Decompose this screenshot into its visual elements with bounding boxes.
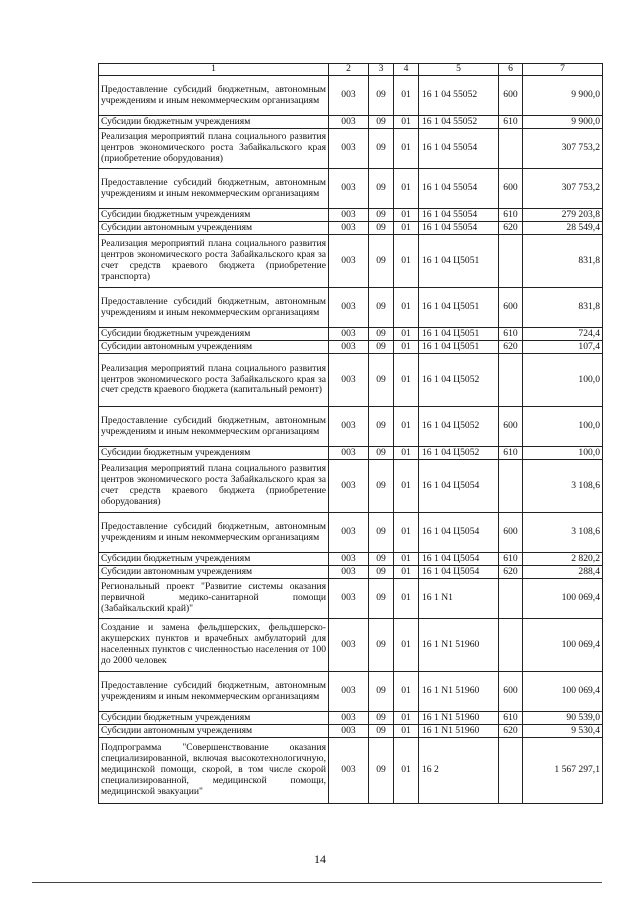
target-article-cell: 16 1 04 55054 bbox=[419, 169, 499, 209]
row-name-cell: Предоставление субсидий бюджетным, автономным учреждениям и иным некоммерческим организациям bbox=[99, 672, 329, 712]
section-cell: 09 bbox=[369, 129, 394, 169]
amount-cell: 100,0 bbox=[523, 407, 603, 447]
row-name-cell: Реализация мероприятий плана социального развития центров экономического роста Забайкальского края за счет средств краевого бюджета (приобретение оборудования) bbox=[99, 460, 329, 513]
table-row bbox=[99, 328, 603, 341]
subsection-cell: 01 bbox=[394, 341, 419, 354]
target-article-cell: 16 1 04 Ц5051 bbox=[419, 235, 499, 288]
table-row bbox=[99, 354, 603, 407]
table-row bbox=[99, 76, 603, 116]
table-row bbox=[99, 553, 603, 566]
amount-cell: 107,4 bbox=[523, 341, 603, 354]
expense-type-cell: 600 bbox=[499, 169, 523, 209]
code-cell: 003 bbox=[329, 209, 369, 222]
row-name-cell: Предоставление субсидий бюджетным, автономным учреждениям и иным некоммерческим организациям bbox=[99, 288, 329, 328]
column-header: 5 bbox=[419, 64, 499, 76]
row-name-cell: Субсидии бюджетным учреждениям bbox=[99, 209, 329, 222]
code-cell: 003 bbox=[329, 553, 369, 566]
subsection-cell: 01 bbox=[394, 553, 419, 566]
subsection-cell: 01 bbox=[394, 116, 419, 129]
table-row bbox=[99, 738, 603, 804]
amount-cell: 724,4 bbox=[523, 328, 603, 341]
expense-type-cell: 610 bbox=[499, 328, 523, 341]
target-article-cell: 16 1 04 Ц5054 bbox=[419, 566, 499, 579]
expense-type-cell: 620 bbox=[499, 566, 523, 579]
expense-type-cell bbox=[499, 235, 523, 288]
expense-type-cell: 600 bbox=[499, 672, 523, 712]
code-cell: 003 bbox=[329, 116, 369, 129]
amount-cell: 9 530,4 bbox=[523, 725, 603, 738]
subsection-cell: 01 bbox=[394, 328, 419, 341]
expense-type-cell bbox=[499, 619, 523, 672]
section-cell: 09 bbox=[369, 566, 394, 579]
code-cell: 003 bbox=[329, 712, 369, 725]
table-row bbox=[99, 672, 603, 712]
table-row bbox=[99, 222, 603, 235]
code-cell: 003 bbox=[329, 579, 369, 619]
section-cell: 09 bbox=[369, 712, 394, 725]
row-name-cell: Субсидии бюджетным учреждениям bbox=[99, 712, 329, 725]
target-article-cell: 16 1 N1 bbox=[419, 579, 499, 619]
amount-cell: 831,8 bbox=[523, 235, 603, 288]
row-name-cell: Региональный проект "Развитие системы оказания первичной медико-санитарной помощи (Забайкальский край)" bbox=[99, 579, 329, 619]
section-cell: 09 bbox=[369, 235, 394, 288]
row-name-cell: Субсидии автономным учреждениям bbox=[99, 566, 329, 579]
expense-type-cell: 620 bbox=[499, 222, 523, 235]
target-article-cell: 16 1 04 Ц5052 bbox=[419, 407, 499, 447]
code-cell: 003 bbox=[329, 738, 369, 804]
amount-cell: 100,0 bbox=[523, 354, 603, 407]
column-header: 3 bbox=[369, 64, 394, 76]
amount-cell: 288,4 bbox=[523, 566, 603, 579]
subsection-cell: 01 bbox=[394, 76, 419, 116]
subsection-cell: 01 bbox=[394, 738, 419, 804]
table-row bbox=[99, 288, 603, 328]
code-cell: 003 bbox=[329, 566, 369, 579]
row-name-cell: Реализация мероприятий плана социального развития центров экономического роста Забайкальского края за счет средств краевого бюджета (капитальный ремонт) bbox=[99, 354, 329, 407]
column-header: 2 bbox=[329, 64, 369, 76]
table-row bbox=[99, 209, 603, 222]
code-cell: 003 bbox=[329, 288, 369, 328]
section-cell: 09 bbox=[369, 553, 394, 566]
section-cell: 09 bbox=[369, 672, 394, 712]
section-cell: 09 bbox=[369, 328, 394, 341]
expense-type-cell: 600 bbox=[499, 288, 523, 328]
target-article-cell: 16 1 N1 51960 bbox=[419, 712, 499, 725]
amount-cell: 279 203,8 bbox=[523, 209, 603, 222]
subsection-cell: 01 bbox=[394, 129, 419, 169]
target-article-cell: 16 1 N1 51960 bbox=[419, 672, 499, 712]
column-header: 6 bbox=[499, 64, 523, 76]
row-name-cell: Предоставление субсидий бюджетным, автономным учреждениям и иным некоммерческим организациям bbox=[99, 513, 329, 553]
target-article-cell: 16 1 04 Ц5051 bbox=[419, 341, 499, 354]
expense-type-cell: 620 bbox=[499, 725, 523, 738]
amount-cell: 9 900,0 bbox=[523, 76, 603, 116]
amount-cell: 831,8 bbox=[523, 288, 603, 328]
amount-cell: 9 900,0 bbox=[523, 116, 603, 129]
table-row bbox=[99, 341, 603, 354]
code-cell: 003 bbox=[329, 169, 369, 209]
table-row bbox=[99, 116, 603, 129]
table-row bbox=[99, 460, 603, 513]
section-cell: 09 bbox=[369, 460, 394, 513]
table-row bbox=[99, 169, 603, 209]
page-number: 14 bbox=[314, 852, 326, 866]
code-cell: 003 bbox=[329, 460, 369, 513]
subsection-cell: 01 bbox=[394, 725, 419, 738]
expense-type-cell bbox=[499, 460, 523, 513]
code-cell: 003 bbox=[329, 725, 369, 738]
section-cell: 09 bbox=[369, 725, 394, 738]
row-name-cell: Субсидии бюджетным учреждениям bbox=[99, 553, 329, 566]
expense-type-cell bbox=[499, 738, 523, 804]
row-name-cell: Субсидии бюджетным учреждениям bbox=[99, 447, 329, 460]
row-name-cell: Реализация мероприятий плана социального развития центров экономического роста Забайкальского края (приобретение оборудования) bbox=[99, 129, 329, 169]
code-cell: 003 bbox=[329, 341, 369, 354]
target-article-cell: 16 1 04 55054 bbox=[419, 209, 499, 222]
section-cell: 09 bbox=[369, 169, 394, 209]
section-cell: 09 bbox=[369, 354, 394, 407]
table-row bbox=[99, 513, 603, 553]
target-article-cell: 16 1 04 55052 bbox=[419, 116, 499, 129]
target-article-cell: 16 1 04 Ц5051 bbox=[419, 288, 499, 328]
expense-type-cell: 620 bbox=[499, 341, 523, 354]
section-cell: 09 bbox=[369, 288, 394, 328]
table-row bbox=[99, 712, 603, 725]
code-cell: 003 bbox=[329, 672, 369, 712]
amount-cell: 100 069,4 bbox=[523, 672, 603, 712]
amount-cell: 3 108,6 bbox=[523, 513, 603, 553]
target-article-cell: 16 1 04 Ц5054 bbox=[419, 553, 499, 566]
row-name-cell: Субсидии бюджетным учреждениям bbox=[99, 116, 329, 129]
row-name-cell: Субсидии автономным учреждениям bbox=[99, 725, 329, 738]
code-cell: 003 bbox=[329, 619, 369, 672]
target-article-cell: 16 2 bbox=[419, 738, 499, 804]
code-cell: 003 bbox=[329, 328, 369, 341]
subsection-cell: 01 bbox=[394, 619, 419, 672]
expense-type-cell bbox=[499, 129, 523, 169]
subsection-cell: 01 bbox=[394, 513, 419, 553]
code-cell: 003 bbox=[329, 222, 369, 235]
subsection-cell: 01 bbox=[394, 712, 419, 725]
amount-cell: 100,0 bbox=[523, 447, 603, 460]
column-header: 1 bbox=[99, 64, 329, 76]
subsection-cell: 01 bbox=[394, 235, 419, 288]
code-cell: 003 bbox=[329, 407, 369, 447]
row-name-cell: Создание и замена фельдшерских, фельдшерско-акушерских пунктов и врачебных амбулаторий для населенных пунктов с численностью населения от 100 до 2000 человек bbox=[99, 619, 329, 672]
target-article-cell: 16 1 04 Ц5052 bbox=[419, 354, 499, 407]
amount-cell: 307 753,2 bbox=[523, 169, 603, 209]
code-cell: 003 bbox=[329, 447, 369, 460]
section-cell: 09 bbox=[369, 738, 394, 804]
amount-cell: 307 753,2 bbox=[523, 129, 603, 169]
column-header: 7 bbox=[523, 64, 603, 76]
subsection-cell: 01 bbox=[394, 460, 419, 513]
table-row bbox=[99, 447, 603, 460]
row-name-cell: Предоставление субсидий бюджетным, автономным учреждениям и иным некоммерческим организациям bbox=[99, 407, 329, 447]
target-article-cell: 16 1 04 Ц5054 bbox=[419, 513, 499, 553]
expense-type-cell: 600 bbox=[499, 513, 523, 553]
subsection-cell: 01 bbox=[394, 288, 419, 328]
target-article-cell: 16 1 04 Ц5054 bbox=[419, 460, 499, 513]
amount-cell: 100 069,4 bbox=[523, 579, 603, 619]
expense-type-cell: 600 bbox=[499, 407, 523, 447]
section-cell: 09 bbox=[369, 447, 394, 460]
target-article-cell: 16 1 04 55054 bbox=[419, 129, 499, 169]
amount-cell: 1 567 297,1 bbox=[523, 738, 603, 804]
row-name-cell: Предоставление субсидий бюджетным, автономным учреждениям и иным некоммерческим организациям bbox=[99, 76, 329, 116]
section-cell: 09 bbox=[369, 619, 394, 672]
expense-type-cell: 610 bbox=[499, 209, 523, 222]
subsection-cell: 01 bbox=[394, 354, 419, 407]
table-row bbox=[99, 579, 603, 619]
expense-type-cell: 610 bbox=[499, 712, 523, 725]
target-article-cell: 16 1 N1 51960 bbox=[419, 619, 499, 672]
row-name-cell: Предоставление субсидий бюджетным, автономным учреждениям и иным некоммерческим организациям bbox=[99, 169, 329, 209]
target-article-cell: 16 1 N1 51960 bbox=[419, 725, 499, 738]
section-cell: 09 bbox=[369, 209, 394, 222]
section-cell: 09 bbox=[369, 341, 394, 354]
section-cell: 09 bbox=[369, 579, 394, 619]
amount-cell: 100 069,4 bbox=[523, 619, 603, 672]
row-name-cell: Реализация мероприятий плана социального развития центров экономического роста Забайкальского края за счет средств краевого бюджета (приобретение транспорта) bbox=[99, 235, 329, 288]
amount-cell: 3 108,6 bbox=[523, 460, 603, 513]
target-article-cell: 16 1 04 55054 bbox=[419, 222, 499, 235]
table-row bbox=[99, 725, 603, 738]
target-article-cell: 16 1 04 55052 bbox=[419, 76, 499, 116]
code-cell: 003 bbox=[329, 354, 369, 407]
expense-type-cell bbox=[499, 354, 523, 407]
subsection-cell: 01 bbox=[394, 566, 419, 579]
table-row bbox=[99, 407, 603, 447]
expense-type-cell: 610 bbox=[499, 116, 523, 129]
subsection-cell: 01 bbox=[394, 407, 419, 447]
row-name-cell: Подпрограмма "Совершенствование оказания специализированной, включая высокотехнологичную, медицинской помощи, скорой, в том числе скорой специализированной, медицинской помощи, медицинской эвакуации" bbox=[99, 738, 329, 804]
subsection-cell: 01 bbox=[394, 447, 419, 460]
footer-rule bbox=[32, 882, 602, 883]
section-cell: 09 bbox=[369, 76, 394, 116]
table-row bbox=[99, 129, 603, 169]
row-name-cell: Субсидии бюджетным учреждениям bbox=[99, 328, 329, 341]
code-cell: 003 bbox=[329, 76, 369, 116]
expense-type-cell bbox=[499, 579, 523, 619]
table-row bbox=[99, 566, 603, 579]
column-header: 4 bbox=[394, 64, 419, 76]
budget-table bbox=[98, 63, 603, 804]
section-cell: 09 bbox=[369, 513, 394, 553]
table-row bbox=[99, 619, 603, 672]
target-article-cell: 16 1 04 Ц5052 bbox=[419, 447, 499, 460]
subsection-cell: 01 bbox=[394, 169, 419, 209]
code-cell: 003 bbox=[329, 129, 369, 169]
amount-cell: 90 539,0 bbox=[523, 712, 603, 725]
section-cell: 09 bbox=[369, 116, 394, 129]
target-article-cell: 16 1 04 Ц5051 bbox=[419, 328, 499, 341]
section-cell: 09 bbox=[369, 222, 394, 235]
subsection-cell: 01 bbox=[394, 579, 419, 619]
expense-type-cell: 610 bbox=[499, 447, 523, 460]
table-row bbox=[99, 235, 603, 288]
subsection-cell: 01 bbox=[394, 209, 419, 222]
amount-cell: 2 820,2 bbox=[523, 553, 603, 566]
table-header-row bbox=[99, 64, 603, 76]
expense-type-cell: 600 bbox=[499, 76, 523, 116]
amount-cell: 28 549,4 bbox=[523, 222, 603, 235]
row-name-cell: Субсидии автономным учреждениям bbox=[99, 222, 329, 235]
subsection-cell: 01 bbox=[394, 672, 419, 712]
code-cell: 003 bbox=[329, 235, 369, 288]
code-cell: 003 bbox=[329, 513, 369, 553]
row-name-cell: Субсидии автономным учреждениям bbox=[99, 341, 329, 354]
subsection-cell: 01 bbox=[394, 222, 419, 235]
section-cell: 09 bbox=[369, 407, 394, 447]
expense-type-cell: 610 bbox=[499, 553, 523, 566]
